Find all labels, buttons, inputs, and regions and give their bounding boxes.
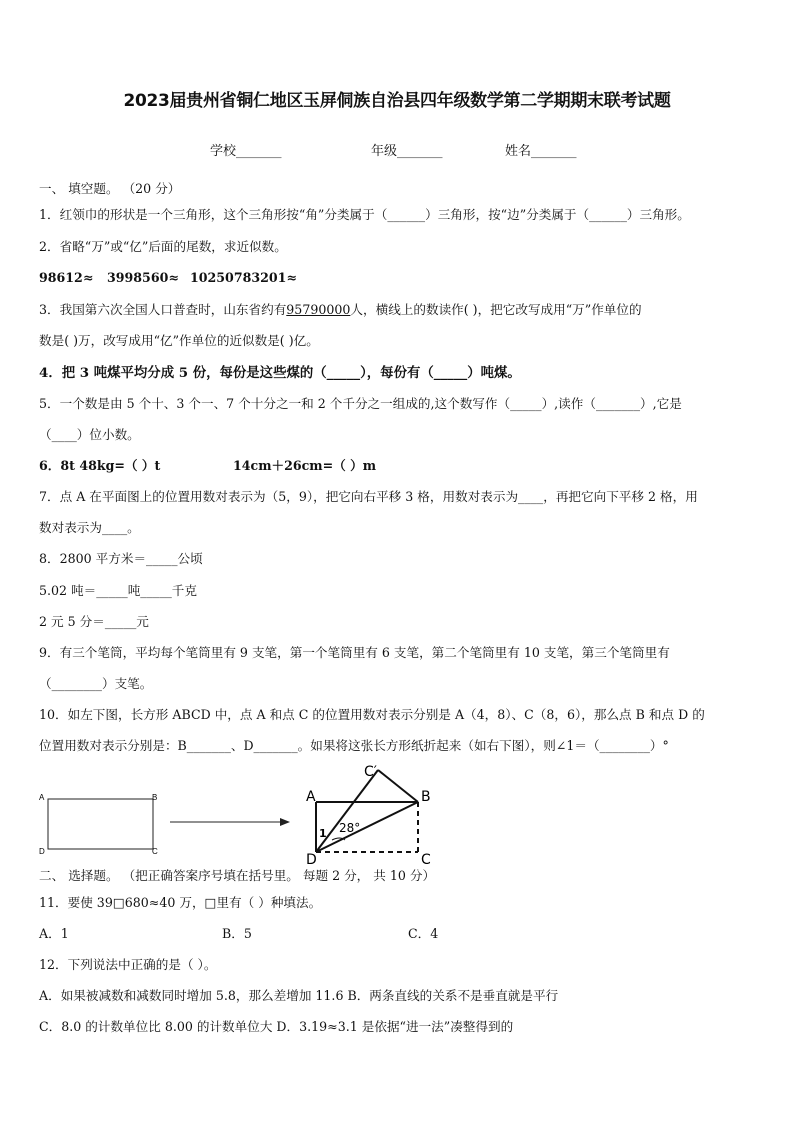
question-10-line-1: 10．如左下图，长方形 ABCD 中，点 A 和点 C 的位置用数对表示分别是 A（4，8）、C（8，6），那么点 B 和点 D 的	[39, 707, 705, 722]
question-10-line-2: 位置用数对表示分别是：B_______、D_______。如果将这张长方形纸折起来（如右下图），则∠1＝（________）°	[39, 738, 669, 753]
question-2-item-1: 98612≈	[39, 270, 94, 285]
question-3-number: 95790000	[286, 302, 351, 317]
question-2-item-2: 3998560≈	[107, 270, 179, 285]
question-12: 12．下列说法中正确的是（ ）。	[39, 957, 217, 972]
rectangle-abcd	[48, 799, 153, 849]
question-9-line-1: 9．有三个笔筒，平均每个笔筒里有 9 支笔，第一个笔筒里有 6 支笔，第二个笔筒里有 10 支笔，第三个笔筒里有	[39, 645, 670, 660]
question-8-line-1: 8．2800 平方米＝_____公顷	[39, 551, 203, 566]
label-d-left: D	[39, 847, 45, 856]
label-c-left: C	[152, 847, 158, 856]
question-11-option-a: A．1	[39, 926, 69, 941]
question-6-a: 6．8t 48kg=（ ）t	[39, 458, 161, 473]
question-1: 1．红领巾的形状是一个三角形，这个三角形按“角”分类属于（______）三角形，按“边”分类属于（______）三角形。	[39, 207, 690, 222]
label-a-right: A	[306, 789, 316, 805]
question-3-text-a: 3．我国第六次全国人口普查时，山东省约有	[39, 302, 287, 317]
folded-rectangle-figure	[298, 760, 438, 870]
question-3-line-1	[39, 301, 642, 319]
question-7-line-2: 数对表示为____。	[39, 520, 140, 535]
question-11-option-b: B．5	[222, 926, 252, 941]
label-b-right: B	[421, 789, 431, 805]
label-c-prime: C′	[364, 764, 377, 780]
question-2: 2．省略“万”或“亿”后面的尾数，求近似数。	[39, 239, 287, 254]
question-9-line-2: （________）支笔。	[39, 676, 153, 691]
name-field: 姓名_______	[505, 144, 577, 159]
question-8-line-3: 2 元 5 分＝_____元	[39, 614, 149, 629]
section1-heading: 一、 填空题。 （20 分）	[39, 181, 181, 196]
section2-heading: 二、 选择题。 （把正确答案序号填在括号里。 每题 2 分， 共 10 分）	[39, 868, 436, 883]
question-6-b: 14cm＋26cm=（ ）m	[233, 458, 377, 473]
question-11-option-c: C．4	[408, 926, 439, 941]
question-12-options-line-2: C．8.0 的计数单位比 8.00 的计数单位大 D．3.19≈3.1 是依据“进一法”凑整得到的	[39, 1019, 514, 1034]
label-c-right: C	[421, 852, 431, 868]
question-12-options-line-1: A．如果被减数和减数同时增加 5.8，那么差增加 11.6 B．两条直线的关系不是垂直就是平行	[39, 988, 559, 1003]
label-b-left: B	[152, 793, 158, 802]
question-7-line-1: 7．点 A 在平面图上的位置用数对表示为（5，9），把它向右平移 3 格，用数对表示为____，再把它向下平移 2 格，用	[39, 489, 698, 504]
school-field: 学校_______	[210, 144, 282, 159]
question-5-line-2: （____）位小数。	[39, 427, 140, 442]
label-a-left: A	[39, 793, 45, 802]
page-title: 2023届贵州省铜仁地区玉屏侗族自治县四年级数学第二学期期末联考试题	[123, 91, 671, 111]
question-8-line-2: 5.02 吨＝_____吨_____千克	[39, 583, 197, 598]
rectangle-figure	[36, 790, 166, 860]
question-3-text-b: 人，横线上的数读作( )，把它改写成用“万”作单位的	[350, 302, 642, 317]
question-5-line-1: 5．一个数是由 5 个十、3 个一、7 个十分之一和 2 个千分之一组成的,这个数写作（_____）,读作（_______）,它是	[39, 396, 682, 411]
question-2-item-3: 10250783201≈	[190, 270, 297, 285]
question-3-line-2: 数是( )万，改写成用“亿”作单位的近似数是( )亿。	[39, 333, 319, 348]
angle-28-label: 28°	[339, 821, 361, 835]
grade-field: 年级_______	[371, 144, 443, 159]
question-4: 4．把 3 吨煤平均分成 5 份，每份是这些煤的（_____），每份有（_____）吨煤。	[39, 365, 521, 381]
arrow-icon	[168, 815, 293, 829]
angle-1-label: 1	[319, 827, 327, 840]
question-11: 11．要使 39□680≈40 万，□里有（ ）种填法。	[39, 895, 322, 910]
label-d-right: D	[306, 852, 317, 868]
